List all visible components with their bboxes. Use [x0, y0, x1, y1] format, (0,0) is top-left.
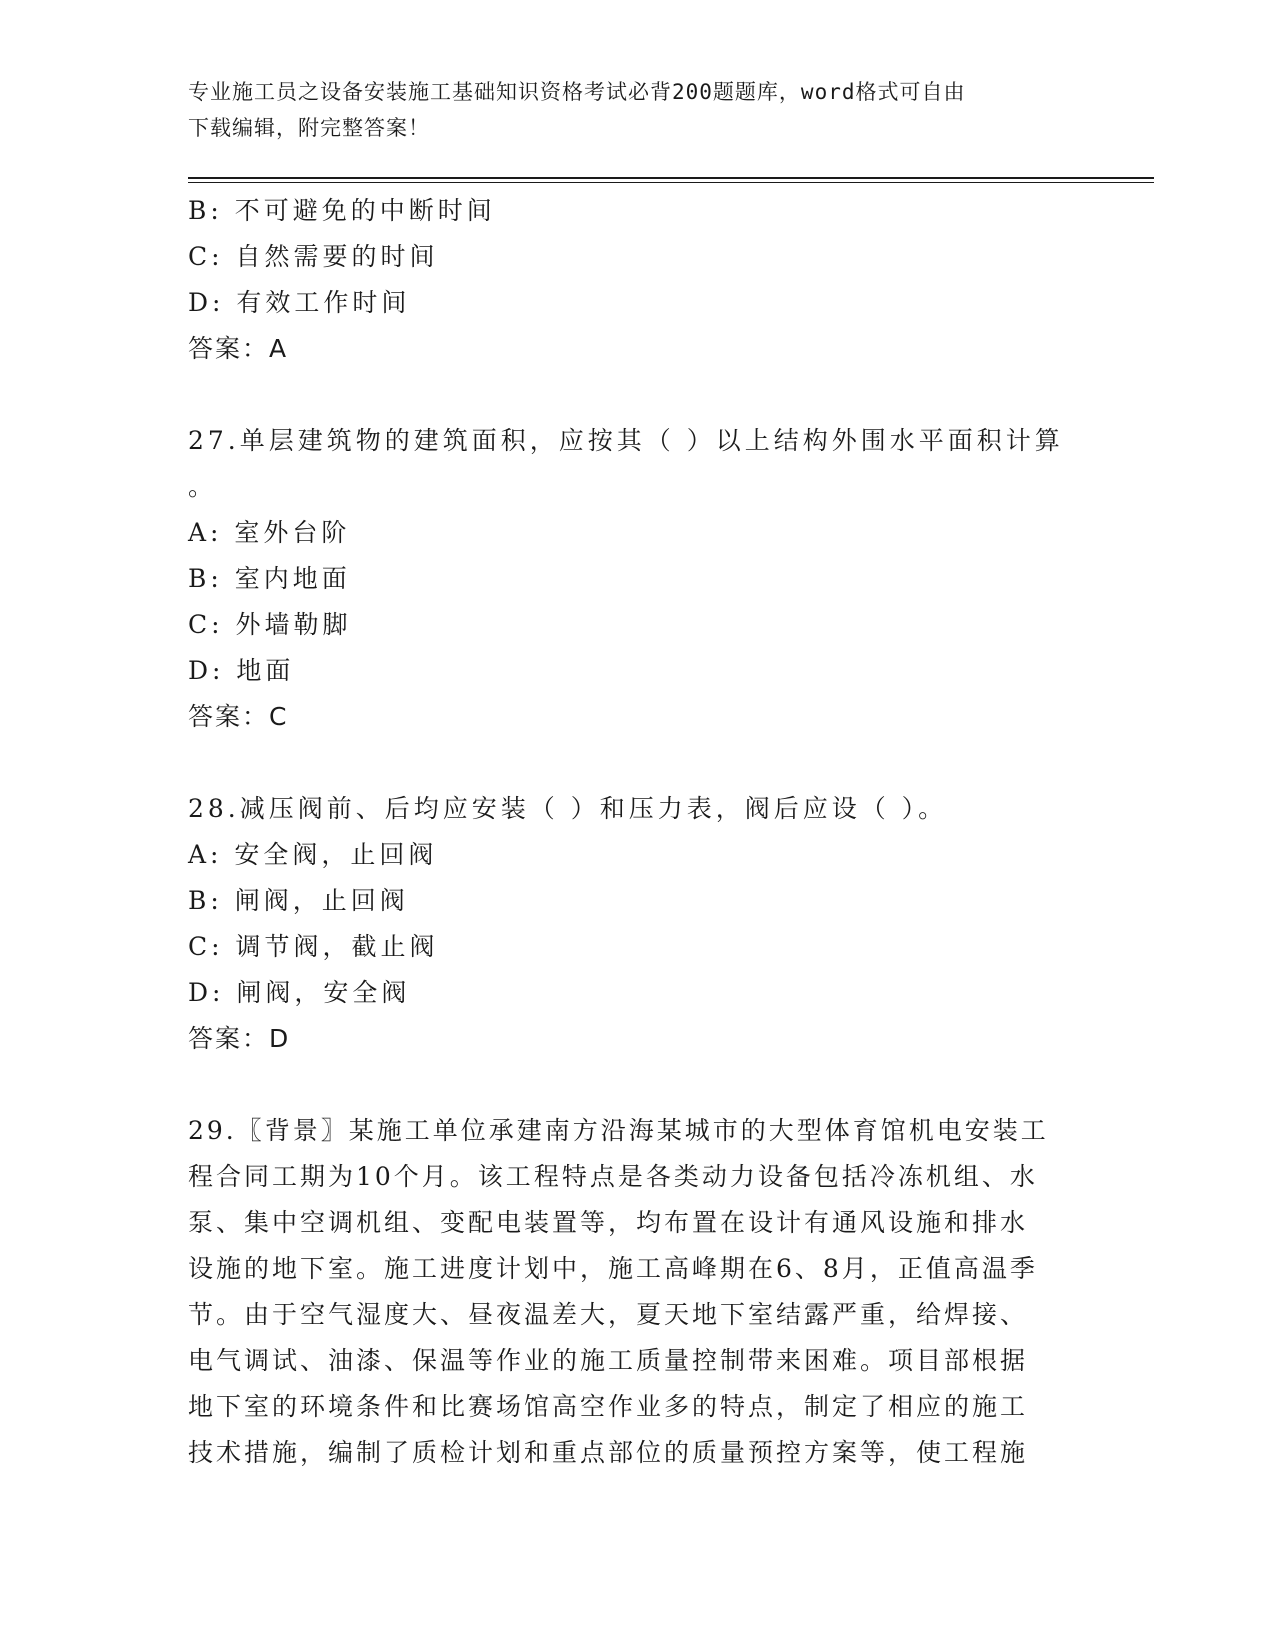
q27-option-c: C: 外墙勒脚 [188, 610, 352, 639]
document-header [188, 74, 1078, 146]
q27-answer: 答案：C [188, 702, 289, 731]
q26-answer: 答案：A [188, 334, 289, 363]
q28-option-d: D: 闸阀，安全阀 [188, 978, 411, 1007]
question-27-block [188, 418, 1088, 740]
question-28-block [188, 786, 1088, 1062]
header-title-line-1: 专业施工员之设备安装施工基础知识资格考试必背200题题库，word格式可自由 [188, 80, 966, 104]
q29-text-line: 29.〖背景〗某施工单位承建南方沿海某城市的大型体育馆机电安装工 [188, 1116, 1049, 1145]
q29-text-line: 设施的地下室。施工进度计划中，施工高峰期在6、8月，正值高温季 [188, 1254, 1038, 1283]
q28-option-a: A: 安全阀，止回阀 [188, 840, 438, 869]
q29-text-line: 节。由于空气湿度大、昼夜温差大，夏天地下室结露严重，给焊接、 [188, 1300, 1029, 1329]
spacer [188, 372, 1088, 418]
spacer [188, 740, 1088, 786]
q29-text-line: 程合同工期为10个月。该工程特点是各类动力设备包括冷冻机组、水 [188, 1162, 1038, 1191]
q29-text-line: 电气调试、油漆、保温等作业的施工质量控制带来困难。项目部根据 [188, 1346, 1029, 1375]
q27-question-line-2: 。 [188, 472, 218, 501]
q27-question-line-1: 27.单层建筑物的建筑面积，应按其（ ）以上结构外围水平面积计算 [188, 426, 1064, 455]
question-29-block [188, 1108, 1088, 1476]
q27-option-a: A: 室外台阶 [188, 518, 351, 547]
q29-text-line: 技术措施，编制了质检计划和重点部位的质量预控方案等，使工程施 [188, 1438, 1029, 1467]
document-body [188, 188, 1088, 1476]
q29-text-line: 泵、集中空调机组、变配电装置等，均布置在设计有通风设施和排水 [188, 1208, 1029, 1237]
q28-question: 28.减压阀前、后均应安装（ ）和压力表，阀后应设（ ）。 [188, 794, 948, 823]
q27-option-d: D: 地面 [188, 656, 295, 685]
q26-option-c: C: 自然需要的时间 [188, 242, 439, 271]
q27-option-b: B: 室内地面 [188, 564, 351, 593]
q29-text-line: 地下室的环境条件和比赛场馆高空作业多的特点，制定了相应的施工 [188, 1392, 1029, 1421]
spacer [188, 1062, 1088, 1108]
header-divider-thin [188, 182, 1154, 183]
q26-option-d: D: 有效工作时间 [188, 288, 411, 317]
question-26-block [188, 188, 1088, 372]
q28-option-b: B: 闸阀，止回阀 [188, 886, 409, 915]
q26-option-b: B: 不可避免的中断时间 [188, 196, 496, 225]
q28-answer: 答案：D [188, 1024, 291, 1053]
header-title-line-2: 下载编辑，附完整答案！ [188, 116, 430, 140]
header-divider-thick [188, 177, 1154, 179]
q28-option-c: C: 调节阀，截止阀 [188, 932, 439, 961]
